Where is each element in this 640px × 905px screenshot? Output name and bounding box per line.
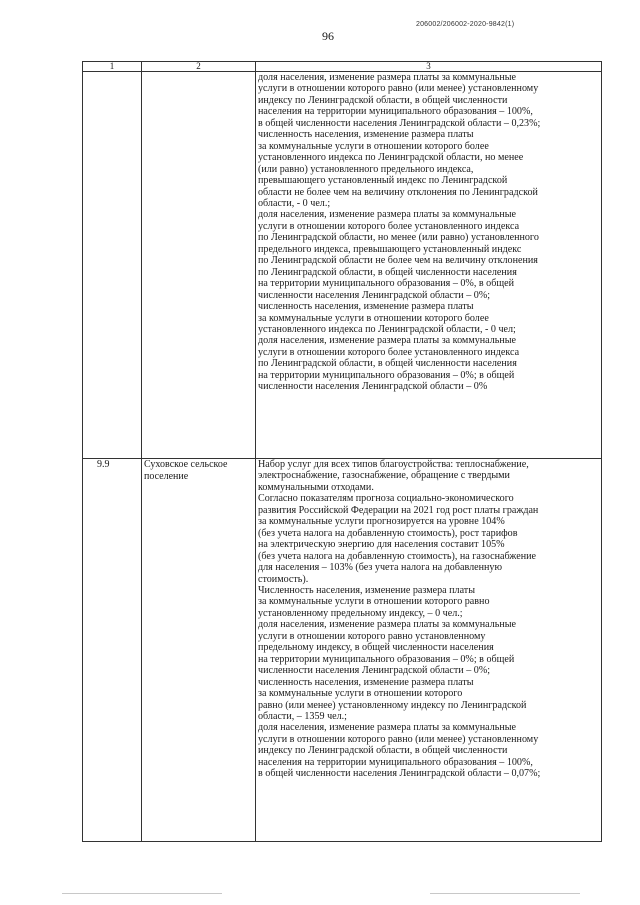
text-line: Численность населения, изменение размера платы bbox=[258, 584, 475, 596]
text-line: за коммунальные услуги в отношении которого более bbox=[258, 140, 489, 152]
table-row bbox=[83, 72, 602, 459]
text-line: индексу по Ленинградской области, в общей численности bbox=[258, 745, 508, 757]
text-line: по Ленинградской области, но менее (или равно) установленного bbox=[258, 232, 539, 244]
text-line: на территории муниципального образования – 0%, в общей bbox=[258, 278, 515, 290]
row-text-lines bbox=[258, 459, 599, 780]
text-line: численности населения Ленинградской области – 0% bbox=[258, 381, 488, 393]
text-line: доля населения, изменение размера платы за коммунальные bbox=[258, 619, 517, 631]
settlement-name bbox=[142, 72, 256, 459]
text-line: услуги в отношении которого равно (или менее) установленному bbox=[258, 733, 539, 745]
text-line: (или равно) установленного предельного индекса, bbox=[258, 163, 474, 175]
text-line: равно (или менее) установленному индексу по Ленинградской bbox=[258, 699, 527, 711]
text-line: превышающего установленный индекс по Ленинградской bbox=[258, 175, 508, 187]
indicators-table bbox=[82, 61, 602, 842]
text-line: установленного индекса по Ленинградской области, но менее bbox=[258, 152, 524, 164]
text-line: на электрическую энергию для населения составит 105% bbox=[258, 539, 505, 551]
text-line: предельного индекса, превышающего установленный индекс bbox=[258, 243, 522, 255]
text-line: развития Российской Федерации на 2021 год рост платы граждан bbox=[258, 504, 539, 516]
row-text bbox=[256, 459, 602, 842]
text-line: населения на территории муниципального образования – 100%, bbox=[258, 106, 533, 118]
text-line: индексу по Ленинградской области, в общей численности bbox=[258, 94, 508, 106]
text-line: за коммунальные услуги в отношении которого bbox=[258, 688, 463, 700]
text-line: населения на территории муниципального образования – 100%, bbox=[258, 756, 533, 768]
text-line: на территории муниципального образования – 0%; в общей bbox=[258, 653, 515, 665]
text-line: численности населения Ленинградской области – 0%; bbox=[258, 665, 491, 677]
text-line: по Ленинградской области не более чем на величину отклонения bbox=[258, 255, 538, 267]
text-line: (без учета налога на добавленную стоимость), на газоснабжение bbox=[258, 550, 536, 562]
footer-scan-line bbox=[62, 893, 222, 894]
text-line: услуги в отношении которого более установленного индекса bbox=[258, 346, 520, 358]
page-number: 96 bbox=[322, 29, 334, 43]
text-line: в общей численности населения Ленинградской области – 0,23%; bbox=[258, 117, 541, 129]
header-col-1: 1 bbox=[83, 62, 142, 72]
text-line: доля населения, изменение размера платы за коммунальные bbox=[258, 209, 517, 221]
text-line: установленного индекса по Ленинградской области, - 0 чел; bbox=[258, 323, 516, 335]
text-line: по Ленинградской области, в общей численности населения bbox=[258, 266, 517, 278]
text-line: за коммунальные услуги в отношении которого более bbox=[258, 312, 489, 324]
text-line: услуги в отношении которого равно (или менее) установленному bbox=[258, 83, 539, 95]
text-line: (без учета налога на добавленную стоимость), рост тарифов bbox=[258, 527, 518, 539]
text-line: в общей численности населения Ленинградской области – 0,07%; bbox=[258, 768, 541, 780]
row-number: 9.9 bbox=[83, 459, 142, 842]
text-line: по Ленинградской области, в общей численности населения bbox=[258, 358, 517, 370]
text-line: электроснабжение, газоснабжение, обращение с твердыми bbox=[258, 470, 510, 482]
text-line: численность населения, изменение размера платы bbox=[258, 301, 474, 313]
text-line: доля населения, изменение размера платы за коммунальные bbox=[258, 335, 517, 347]
text-line: услуги в отношении которого более установленного индекса bbox=[258, 220, 520, 232]
text-line: численность населения, изменение размера платы bbox=[258, 129, 474, 141]
settlement-name: Суховское сельское поселение bbox=[142, 459, 256, 842]
text-line: установленному предельному индексу, – 0 чел.; bbox=[258, 607, 463, 619]
row-text bbox=[256, 72, 602, 459]
footer-scan-line bbox=[430, 893, 580, 894]
text-line: для населения – 103% (без учета налога на добавленную bbox=[258, 562, 502, 574]
row-text-lines bbox=[258, 72, 599, 393]
text-line: численности населения Ленинградской области – 0%; bbox=[258, 289, 491, 301]
table-header-row bbox=[83, 62, 602, 72]
text-line: стоимость). bbox=[258, 573, 309, 585]
text-line: услуги в отношении которого равно установленному bbox=[258, 630, 486, 642]
text-line: предельному индексу, в общей численности населения bbox=[258, 642, 494, 654]
text-line: за коммунальные услуги в отношении которого равно bbox=[258, 596, 490, 608]
row-number bbox=[83, 72, 142, 459]
table-row bbox=[83, 459, 602, 842]
text-line: коммунальными отходами. bbox=[258, 481, 374, 493]
text-line: области не более чем на величину отклонения по Ленинградской bbox=[258, 186, 538, 198]
text-line: доля населения, изменение размера платы за коммунальные bbox=[258, 72, 517, 83]
text-line: Набор услуг для всех типов благоустройства: теплоснабжение, bbox=[258, 459, 529, 470]
text-line: области, - 0 чел.; bbox=[258, 197, 331, 209]
text-line: области, – 1359 чел.; bbox=[258, 710, 347, 722]
text-line: на территории муниципального образования – 0%; в общей bbox=[258, 369, 515, 381]
text-line: доля населения, изменение размера платы за коммунальные bbox=[258, 722, 517, 734]
text-line: за коммунальные услуги прогнозируется на уровне 104% bbox=[258, 516, 505, 528]
header-col-2: 2 bbox=[142, 62, 256, 72]
header-col-3: 3 bbox=[256, 62, 602, 72]
text-line: Согласно показателям прогноза социально-экономического bbox=[258, 493, 514, 505]
text-line: численность населения, изменение размера платы bbox=[258, 676, 474, 688]
document-code: 206002/206002-2020-9842(1) bbox=[416, 21, 515, 28]
